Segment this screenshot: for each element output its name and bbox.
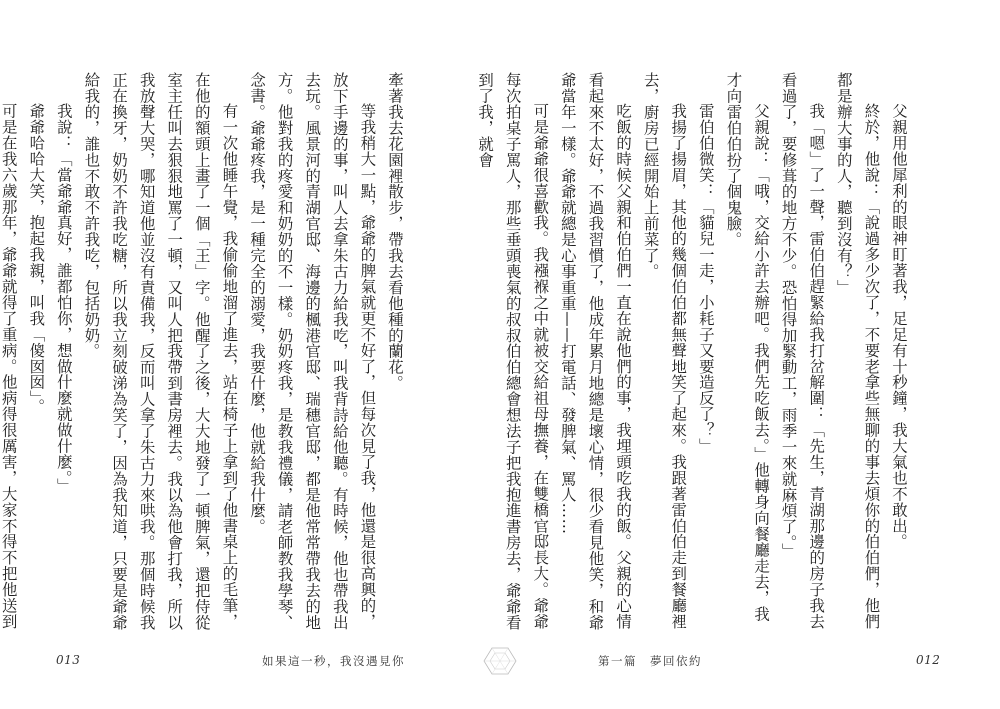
paragraph: 爺爺哈哈大笑，抱起我親，叫我「傻囡囡」。	[27, 102, 46, 415]
running-head-right: 第一篇 夢回依約	[598, 654, 702, 668]
page-number-left: 013	[56, 653, 81, 667]
paragraph: 有一次他睡午覺，我偷偷地溜了進去，站在椅子上拿到了他書桌上的毛筆，在他的額頭上畫了一個「王」字。他醒了之後，大大地發了一頓脾氣，還把侍從室主任叫去狠狠地罵了一頓，又叫人把我帶到書房裡去。我以為他會打我，所以我放聲大哭，哪知道他並沒有責備我，反而叫人拿了朱古力來哄我。那個時候我正在換牙，奶奶不許我吃糖，所以我立刻破涕為笑了，因為我知道，只要是爺爺給我的，誰也不敢不許我吃，包括奶奶。	[82, 72, 239, 631]
paragraph: 等我稍大一點，爺爺的脾氣就更不好了，但每次見了我，他還是很高興的，放下手邊的事，叫人去拿朱古力給我吃，叫我背詩給他聽。有時候，他也帶我出去玩。風景河的青湖官邸、海邊的楓港官邸、瑞穗官邸，都是他常常帶我去的地方。他對我的疼愛和奶奶的不一樣。奶奶疼我，是教我禮儀，請老師教我學琴、念書。爺爺疼我，是一種完全的溺愛，我要什麼，他就給我什麼。	[248, 72, 377, 631]
paragraph: 我揚了揚眉，其他的幾個伯伯都無聲地笑了起來。我跟著雷伯伯走到餐廳裡去，廚房已經開始上前菜了。	[641, 72, 688, 630]
paragraph: 牽著我去花園裡散步，帶我去看他種的蘭花。	[386, 72, 404, 391]
paragraph: 可是爺爺很喜歡我。我襁褓之中就被交給祖母撫養，在雙橋官邸長大。爺爺每次拍桌子罵人，那些垂頭喪氣的叔叔伯伯總會想法子把我抱進書房去，爺爺看到了我，就會	[476, 72, 550, 631]
page-number-right: 012	[916, 653, 941, 667]
paragraph: 終於，他說：「說過多少次了，不要老拿些無聊的事去煩你的伯伯們，他們都是辦大事的人，聽到沒有？」	[834, 72, 881, 630]
right-page-body	[476, 72, 912, 632]
paragraph: 雷伯伯微笑：「貓兒一走，小耗子又要造反了？」	[696, 102, 715, 454]
paragraph: 我說：「當爺爺真好，誰都怕你，想做什麼就做什麼。」	[54, 102, 73, 494]
paragraph: 父親說：「哦，交給小許去辦吧。我們先吃飯去。」他轉身向餐廳走去，我才向雷伯伯扮了個鬼臉。	[724, 72, 771, 622]
running-head-left: 如果這一秒，我沒遇見你	[262, 654, 405, 668]
paragraph: 我「嗯」了一聲，雷伯伯趕緊給我打岔解圍：「先生，青湖那邊的房子我去看過了，要修葺的地方不少。恐怕得加緊動工，雨季一來就麻煩了。」	[779, 72, 826, 630]
paragraph: 吃飯的時候父親和伯伯們一直在說他們的事，我埋頭吃我的飯。父親的心情看起來不太好，不過我習慣了，他成年累月地總是壞心情，很少看見他笑，和爺爺當年一樣。爺爺就總是心事重重——打電話、發脾氣、罵人……	[558, 72, 633, 631]
paragraph: 可是在我六歲那年，爺爺就得了重病。他病得很厲害，大家不得不把他送到	[0, 102, 18, 630]
left-page-body	[0, 72, 408, 632]
paragraph: 父親用他犀利的眼神盯著我，足足有十秒鐘，我大氣也不敢出。	[890, 102, 908, 550]
